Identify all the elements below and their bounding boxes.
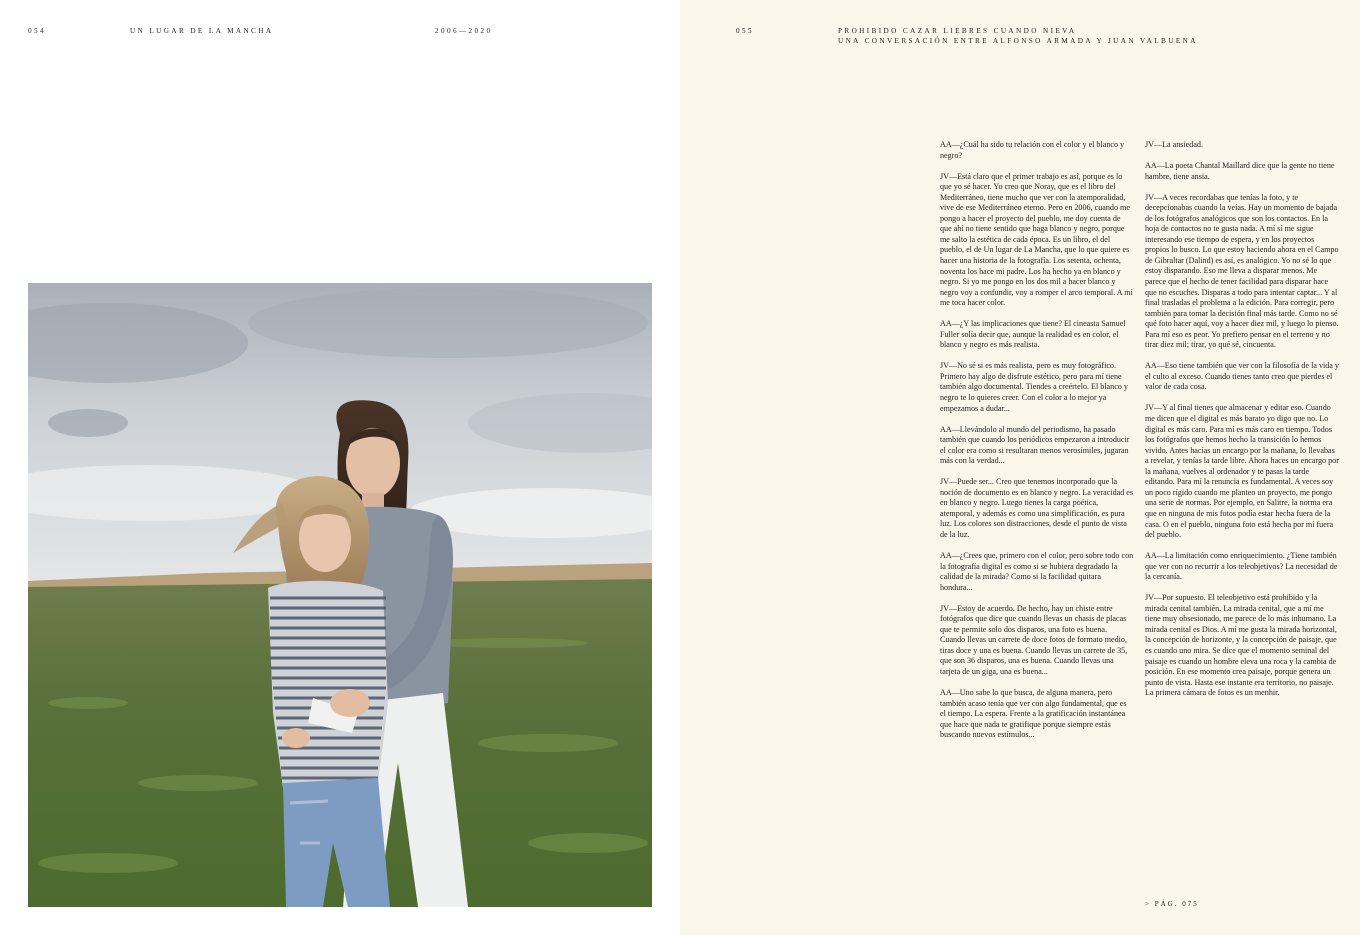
interview-paragraph: AA—¿Cuál ha sido tu relación con el color y el blanco y negro? <box>940 140 1125 160</box>
interview-paragraph: AA—Uno sabe lo que busca, de alguna manera, pero también acaso tenía que ver con algo fundamental, que es el tiempo. La espera. Frente a la gratificación instantánea que hace que nada te gratifique porque siempre estás buscando nuevos estímulos... <box>940 688 1127 740</box>
book-title: UN LUGAR DE LA MANCHA <box>130 27 274 35</box>
interview-paragraph: AA—La poeta Chantal Maillard dice que la gente no tiene hambre, tiene ansia. <box>1145 161 1335 181</box>
interview-paragraph: AA—¿Crees que, primero con el color, pero sobre todo con la fotografía digital es como si se hubiera degradado la calidad de la mirada? Como si la facilidad quitara hondura... <box>940 551 1134 592</box>
interview-paragraph: AA—¿Y las implicaciones que tiene? El cineasta Samuel Fuller solía decir que, aunque la realidad es en color, el blanco y negro es más realista. <box>940 319 1126 350</box>
right-page-number: 055 <box>736 27 754 35</box>
interview-column-1 <box>940 140 1134 751</box>
continued-page-reference: > PÁG. 075 <box>1145 900 1199 908</box>
article-subtitle: UNA CONVERSACIÓN ENTRE ALFONSO ARMADA Y JUAN VALBUENA <box>838 37 1198 45</box>
article-title: PROHIBIDO CAZAR LIEBRES CUANDO NIEVA <box>838 27 1077 35</box>
interview-paragraph: AA—La limitación como enriquecimiento. ¿Tiene también que ver con no recurrir a los teleobjetivos? La necesidad de la cercanía. <box>1145 551 1338 582</box>
interview-paragraph: JV—Por supuesto. El teleobjetivo está prohibido y la mirada cenital también. La mirada cenital, que a mí me tiene muy obsesionado, me parece de lo más inhumano. La mirada cenital es Dios. A mí me gusta la mirada horizontal, la concepción de horizonte, y la concepción de paisaje, que es cuando uno mira. Se dice que el momento seminal del paisaje es cuando un hombre eleva una roca y la cambia de posición. En ese momento crea paisaje, porque genera un punto de vista. Hasta ese instante era territorio, no paisaje. La primera cámara de fotos es un menhir. <box>1145 593 1337 698</box>
interview-paragraph: JV—No sé si es más realista, pero es muy fotográfico. Primero hay algo de disfrute estético, pero para mí tiene también algo documental. Tiendes a creértelo. El blanco y negro te lo quieres creer. Con el color a lo mejor ya empezamos a dudar... <box>940 361 1128 413</box>
interview-paragraph: JV—La ansiedad. <box>1145 140 1203 149</box>
interview-paragraph: AA—Eso tiene también que ver con la filosofía de la vida y el culto al exceso. Cuando tienes tanto creo que pierdes el valor de cada cosa. <box>1145 361 1339 392</box>
interview-paragraph: JV—Y al final tienes que almacenar y editar eso. Cuando me dicen que el digital es más barato yo digo que no. Lo digital es más caro. Para mí es más caro en tiempo. Todos los fotógrafos que hemos hecho la transición lo hemos vivido. Antes hacías un encargo por la mañana, lo llevabas a revelar, y tenías la tarde libre. Ahora haces un encargo por la mañana, vuelves al ordenador y te pasas la tarde editando. Para mí la renuncia es fundamental. A veces soy un poco rígido cuando me planteo un proyecto, me pongo una serie de normas. Por ejemplo, en Salitre, la norma era que en ninguna de mis fotos podía estar hecha fuera de la casa. O en el pueblo, ninguna foto está hecha por mí fuera del pueblo. <box>1145 403 1339 540</box>
interview-paragraph: JV—Está claro que el primer trabajo es así, porque es lo que yo sé hacer. Yo creo que Noray, que es el libro del Mediterráneo, tiene mucho que ver con la atemporalidad, vive de ese Mediterráneo eterno. Pero en 2006, cuando me pongo a hacer el proyecto del pueblo, me doy cuenta de que ahí no tiene sentido que haga blanco y negro, porque me salto la estética de cada época. Es un libro, el del pueblo, el de Un lugar de La Mancha, que lo que quiere es hacer una historia de la fotografía. Los setenta, ochenta, noventa los hace mi padre. Los ha hecho ya en blanco y negro. Si yo me pongo en los dos mil a hacer blanco y negro voy a confundir, voy a romper el arco temporal. A mí me toca hacer color. <box>940 171 1133 308</box>
interview-column-2 <box>1145 140 1339 709</box>
left-page-number: 054 <box>28 27 46 35</box>
portrait-photo <box>28 283 652 907</box>
year-range: 2006—2020 <box>435 27 493 35</box>
interview-paragraph: AA—Llevándolo al mundo del periodismo, ha pasado también que cuando los periódicos empezaron a introducir el color era como si resultaran menos verosímiles, jugaran más con la verdad... <box>940 424 1130 466</box>
interview-paragraph: JV—A veces recordabas que tenías la foto, y te decepcionabas cuando la veías. Hay un momento de bajada de los fotógrafos analógicos que son los contactos. En la hoja de contactos no te gusta nada. A mí sí me sigue interesando ese tiempo de espera, y en los proyectos propios lo busco. Lo que estoy haciendo ahora en el Campo de Gibraltar (Dalind) es así, es analógico. Yo no sé lo que estoy disparando. Eso me lleva a disparar menos. Me parece que el hecho de tener facilidad para disparar hace que no escuches. Disparas a todo para intentar captar... Y al final trasladas el problema a la edición. Para corregir, pero también para tomar la decisión final más tarde. Como no sé qué foto hacer aquí, voy a hacer diez mil, y luego lo pienso. Para mí eso es peor. Yo prefiero pensar en el terreno y no tirar diez mil; tirar, yo qué sé, cincuenta. <box>1145 192 1339 350</box>
interview-paragraph: JV—Estoy de acuerdo. De hecho, hay un chiste entre fotógrafos que dice que cuando llevas un chasis de placas que te permite solo dos disparos, una foto es buena. Cuando llevas un carrete de doce fotos de formato medio, tiras doce y una es buena. Cuando llevas un carrete de 35, que son 36 disparos, una es buena. Cuando llevas una tarjeta de un giga, una es buena... <box>940 603 1128 677</box>
interview-paragraph: JV—Puede ser... Creo que tenemos incorporado que la noción de documento es en blanco y negro. La veracidad es en blanco y negro. Luego tienes la carga poética, atemporal, y además es como una simplificación, es pura luz. Los colores son distracciones, desde el punto de vista de la luz. <box>940 477 1134 539</box>
